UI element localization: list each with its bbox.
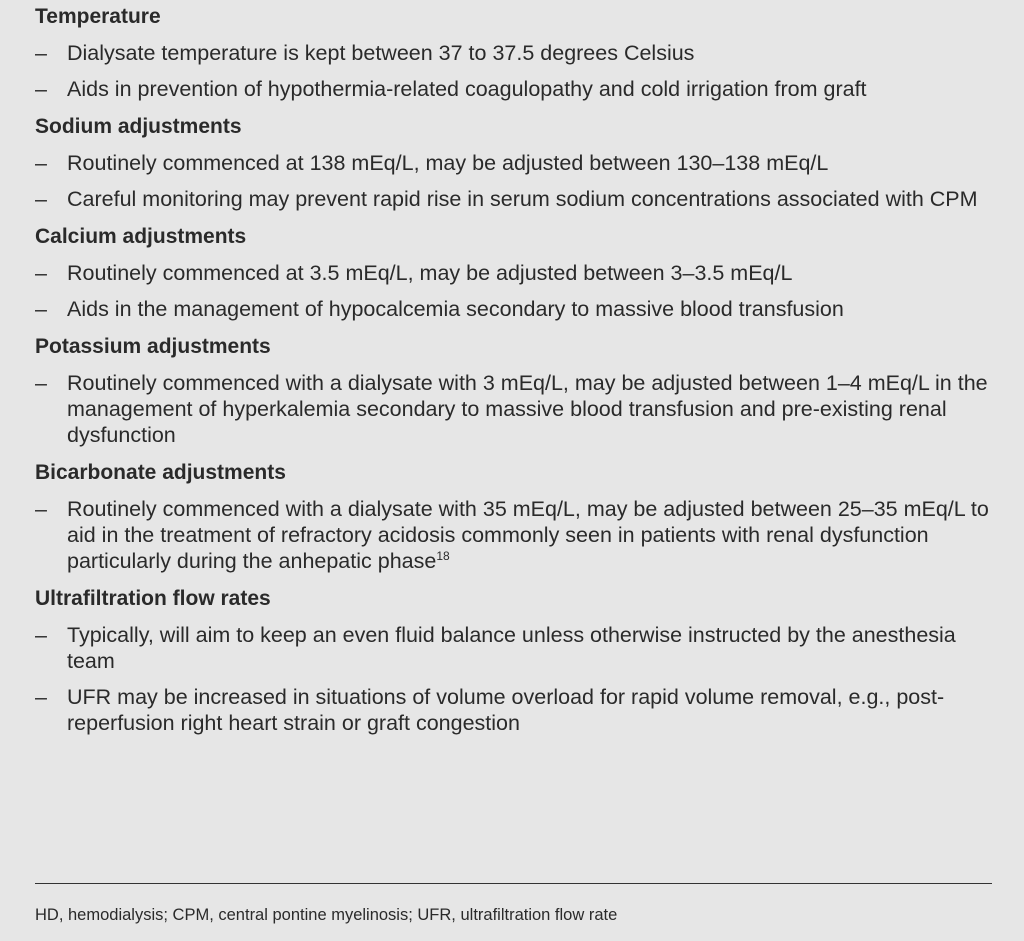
section-ultrafiltration bbox=[35, 586, 995, 736]
citation-superscript: 18 bbox=[436, 548, 450, 563]
list-item bbox=[35, 496, 995, 574]
list-item bbox=[35, 296, 995, 322]
list-item-text: Typically, will aim to keep an even fluid balance unless otherwise instructed by the anesthesia team bbox=[67, 623, 956, 673]
bullet-list bbox=[35, 622, 995, 736]
dash-marker: – bbox=[35, 261, 47, 285]
list-item bbox=[35, 370, 995, 448]
list-item bbox=[35, 684, 995, 736]
section-heading: Potassium adjustments bbox=[35, 335, 271, 358]
section-sodium bbox=[35, 114, 995, 212]
section-heading: Bicarbonate adjustments bbox=[35, 461, 286, 484]
list-item bbox=[35, 150, 995, 176]
section-heading: Ultrafiltration flow rates bbox=[35, 587, 271, 610]
list-item-text: Routinely commenced at 3.5 mEq/L, may be adjusted between 3–3.5 mEq/L bbox=[67, 261, 793, 285]
list-item-text: Routinely commenced at 138 mEq/L, may be adjusted between 130–138 mEq/L bbox=[67, 151, 829, 175]
document-body bbox=[35, 4, 995, 746]
dash-marker: – bbox=[35, 685, 47, 709]
list-item-text: Aids in the management of hypocalcemia secondary to massive blood transfusion bbox=[67, 297, 844, 321]
dash-marker: – bbox=[35, 497, 47, 521]
section-calcium bbox=[35, 224, 995, 322]
list-item bbox=[35, 76, 995, 102]
section-heading: Temperature bbox=[35, 5, 161, 28]
section-temperature bbox=[35, 4, 995, 102]
bullet-list bbox=[35, 150, 995, 212]
list-item bbox=[35, 260, 995, 286]
dash-marker: – bbox=[35, 371, 47, 395]
section-heading: Sodium adjustments bbox=[35, 115, 242, 138]
dash-marker: – bbox=[35, 623, 47, 647]
list-item-text: Dialysate temperature is kept between 37 to 37.5 degrees Celsius bbox=[67, 41, 695, 65]
list-item-text: Careful monitoring may prevent rapid rise in serum sodium concentrations associated with CPM bbox=[67, 187, 978, 211]
list-item bbox=[35, 622, 995, 674]
dash-marker: – bbox=[35, 41, 47, 65]
bullet-list bbox=[35, 40, 995, 102]
footnote: HD, hemodialysis; CPM, central pontine myelinosis; UFR, ultrafiltration flow rate bbox=[35, 906, 618, 924]
list-item-text: Routinely commenced with a dialysate with 3 mEq/L, may be adjusted between 1–4 mEq/L in the management of hyperkalemia secondary to massive blood transfusion and pre-existing renal dysfunction bbox=[67, 371, 988, 447]
dash-marker: – bbox=[35, 151, 47, 175]
dash-marker: – bbox=[35, 187, 47, 211]
list-item bbox=[35, 186, 995, 212]
list-item-text: Routinely commenced with a dialysate with 35 mEq/L, may be adjusted between 25–35 mEq/L to aid in the treatment of refractory acidosis commonly seen in patients with renal dysfunction particularly during the anhepatic phase bbox=[67, 497, 989, 573]
list-item-text: UFR may be increased in situations of volume overload for rapid volume removal, e.g., post-reperfusion right heart strain or graft congestion bbox=[67, 685, 945, 735]
list-item bbox=[35, 40, 995, 66]
bullet-list bbox=[35, 370, 995, 448]
dash-marker: – bbox=[35, 77, 47, 101]
bullet-list bbox=[35, 260, 995, 322]
dash-marker: – bbox=[35, 297, 47, 321]
section-heading: Calcium adjustments bbox=[35, 225, 247, 248]
section-potassium bbox=[35, 334, 995, 448]
bullet-list bbox=[35, 496, 995, 574]
footnote-divider bbox=[35, 883, 992, 884]
section-bicarbonate bbox=[35, 460, 995, 574]
list-item-text: Aids in prevention of hypothermia-related coagulopathy and cold irrigation from graft bbox=[67, 77, 867, 101]
